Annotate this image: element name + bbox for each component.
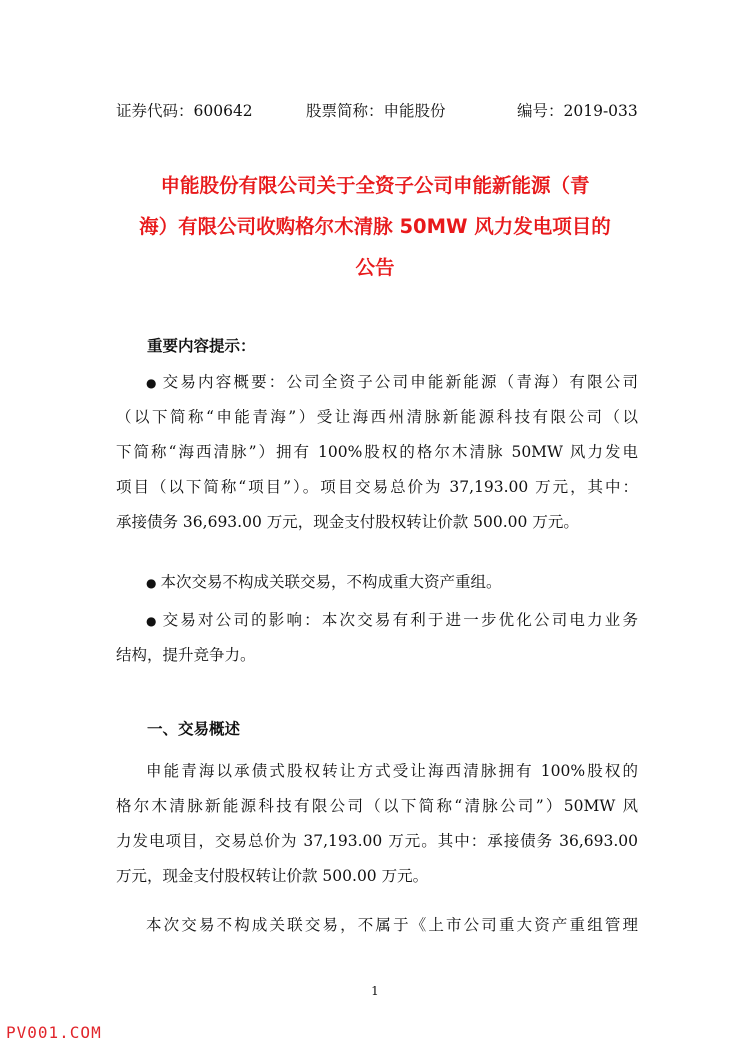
stock-abbreviation: 股票简称：申能股份: [306, 102, 446, 120]
bullet-3-line-1: [116, 603, 638, 638]
bullet-icon: ●: [146, 576, 157, 590]
bullet-2-text-1: 本次交易不构成关联交易，不构成重大资产重组。: [160, 573, 502, 591]
bullet-icon: ●: [146, 376, 159, 390]
notice-bullet-3: [116, 603, 638, 673]
bullet-1-text-1: 交易内容概要：公司全资子公司申能新能源（青海）有限公司: [162, 373, 638, 391]
bullet-3-text-1: 交易对公司的影响：本次交易有利于进一步优化公司电力业务: [162, 611, 638, 629]
s1p2-line-1: 本次交易不构成关联交易，不属于《上市公司重大资产重组管理: [146, 916, 638, 934]
section-1-paragraph-2: [116, 908, 638, 943]
bullet-icon: ●: [146, 614, 159, 628]
stock-code: 证券代码：600642: [116, 102, 253, 120]
important-notice-heading: 重要内容提示：: [147, 337, 256, 355]
bullet-1-line-5: 承接债务 36,693.00 万元，现金支付股权转让价款 500.00 万元。: [116, 513, 579, 531]
bullet-3-line-2: 结构，提升竞争力。: [116, 646, 256, 664]
section-1-heading: 一、交易概述: [147, 720, 241, 738]
notice-bullet-2: [116, 565, 638, 600]
s1p1-line-4: 万元，现金支付股权转让价款 500.00 万元。: [116, 867, 429, 885]
bullet-2-line-1: [116, 565, 638, 600]
s1p1-line-3: 力发电项目，交易总价为 37,193.00 万元。其中：承接债务 36,693.00: [116, 832, 638, 850]
site-watermark: PV001.COM: [6, 1023, 102, 1042]
bullet-1-line-3: 下简称“海西清脉”）拥有 100%股权的格尔木清脉 50MW 风力发电: [116, 443, 638, 461]
announcement-number: 编号：2019-033: [517, 102, 638, 120]
s1p1-line-1: 申能青海以承债式股权转让方式受让海西清脉拥有 100%股权的: [146, 762, 638, 780]
s1p1-line-2: 格尔木清脉新能源科技有限公司（以下简称“清脉公司”）50MW 风: [116, 797, 638, 815]
bullet-1-line-1: [116, 365, 638, 400]
title-line-1: 申能股份有限公司关于全资子公司申能新能源（青: [160, 174, 590, 197]
title-line-2: 海）有限公司收购格尔木清脉 50MW 风力发电项目的: [139, 215, 611, 238]
section-1-paragraph-1: [116, 754, 638, 894]
title-line-3: 公告: [355, 256, 395, 279]
notice-bullet-1: [116, 365, 638, 540]
document-header: [116, 99, 636, 123]
bullet-1-line-2: （以下简称“申能青海”）受让海西州清脉新能源科技有限公司（以: [116, 408, 638, 426]
announcement-title: [112, 165, 638, 288]
bullet-1-line-4: 项目（以下简称“项目”）。项目交易总价为 37,193.00 万元，其中：: [116, 478, 638, 496]
page-number: 1: [371, 984, 379, 998]
